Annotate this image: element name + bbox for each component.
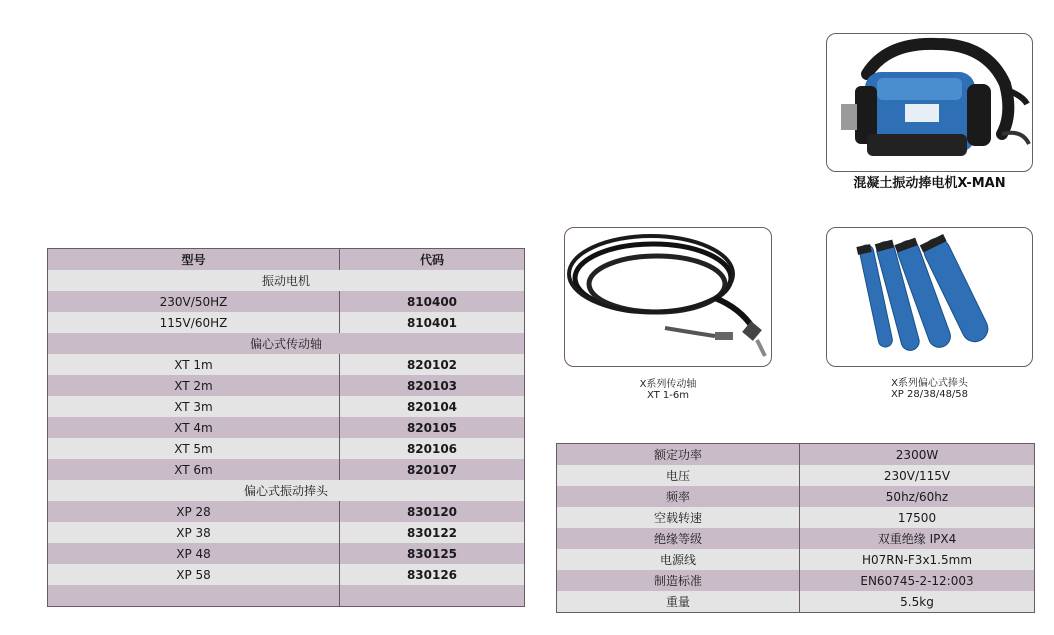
code-cell: 820105 [340, 417, 525, 438]
spec-row [557, 528, 1035, 549]
spec-row [557, 570, 1035, 591]
code-cell: 820104 [340, 396, 525, 417]
model-cell [48, 585, 340, 607]
code-cell: 830120 [340, 501, 525, 522]
poker-caption [826, 378, 1033, 400]
spec-label: 电源线 [557, 549, 800, 570]
code-cell: 830126 [340, 564, 525, 585]
table-row [48, 417, 525, 438]
spec-label: 绝缘等级 [557, 528, 800, 549]
table-row [48, 543, 525, 564]
table-row [48, 501, 525, 522]
table-row [48, 522, 525, 543]
spec-label: 电压 [557, 465, 800, 486]
spec-value: 双重绝缘 IPX4 [800, 528, 1035, 549]
spec-row [557, 549, 1035, 570]
spec-label: 制造标准 [557, 570, 800, 591]
motor-image [827, 34, 1032, 171]
spec-value: 17500 [800, 507, 1035, 528]
poker-image-frame [826, 227, 1033, 367]
model-cell: XP 28 [48, 501, 340, 522]
shaft-caption-title: X系列传动轴 [639, 379, 697, 390]
table-header-row [48, 249, 525, 271]
table-row [48, 312, 525, 333]
section-row [48, 480, 525, 501]
code-cell: 830122 [340, 522, 525, 543]
poker-caption-title: X系列偏心式捧头 [891, 378, 968, 389]
code-cell: 820102 [340, 354, 525, 375]
spec-value: 230V/115V [800, 465, 1035, 486]
model-cell: XT 5m [48, 438, 340, 459]
code-cell: 810401 [340, 312, 525, 333]
spec-value: H07RN-F3x1.5mm [800, 549, 1035, 570]
poker-caption-model: XP 28/38/48/58 [890, 389, 969, 400]
spec-label: 频率 [557, 486, 800, 507]
spec-label: 额定功率 [557, 444, 800, 466]
model-cell: 115V/60HZ [48, 312, 340, 333]
model-cell: XT 2m [48, 375, 340, 396]
motor-caption: 混凝土振动捧电机X-MAN [853, 176, 1006, 191]
code-cell: 810400 [340, 291, 525, 312]
table-row [48, 585, 525, 607]
model-cell: XT 1m [48, 354, 340, 375]
table-row [48, 375, 525, 396]
section-row [48, 333, 525, 354]
section-title: 偏心式传动轴 [48, 333, 525, 354]
specifications-table [556, 443, 1035, 613]
spec-row [557, 486, 1035, 507]
spec-row [557, 507, 1035, 528]
spec-row [557, 444, 1035, 466]
code-cell: 820106 [340, 438, 525, 459]
table-row [48, 459, 525, 480]
shaft-caption [564, 379, 772, 401]
column-header-model: 型号 [48, 249, 340, 271]
table-row [48, 396, 525, 417]
spec-row [557, 465, 1035, 486]
code-cell: 830125 [340, 543, 525, 564]
shaft-image-frame [564, 227, 772, 367]
product-codes-table [47, 248, 525, 607]
spec-label: 重量 [557, 591, 800, 613]
model-cell: XT 4m [48, 417, 340, 438]
code-cell [340, 585, 525, 607]
model-cell: XP 48 [48, 543, 340, 564]
table-row [48, 438, 525, 459]
section-title: 振动电机 [48, 270, 525, 291]
spec-value: 50hz/60hz [800, 486, 1035, 507]
code-cell: 820107 [340, 459, 525, 480]
table-row [48, 354, 525, 375]
model-cell: 230V/50HZ [48, 291, 340, 312]
spec-value: EN60745-2-12:003 [800, 570, 1035, 591]
motor-image-frame [826, 33, 1033, 172]
table-row [48, 291, 525, 312]
code-cell: 820103 [340, 375, 525, 396]
column-header-code: 代码 [340, 249, 525, 271]
table-row [48, 564, 525, 585]
spec-value: 5.5kg [800, 591, 1035, 613]
poker-image [827, 228, 1032, 366]
section-title: 偏心式振动捧头 [48, 480, 525, 501]
model-cell: XT 3m [48, 396, 340, 417]
shaft-caption-model: XT 1-6m [646, 390, 690, 401]
spec-label: 空载转速 [557, 507, 800, 528]
spec-value: 2300W [800, 444, 1035, 466]
shaft-image [565, 228, 771, 366]
spec-row [557, 591, 1035, 613]
section-row [48, 270, 525, 291]
model-cell: XP 38 [48, 522, 340, 543]
model-cell: XT 6m [48, 459, 340, 480]
model-cell: XP 58 [48, 564, 340, 585]
